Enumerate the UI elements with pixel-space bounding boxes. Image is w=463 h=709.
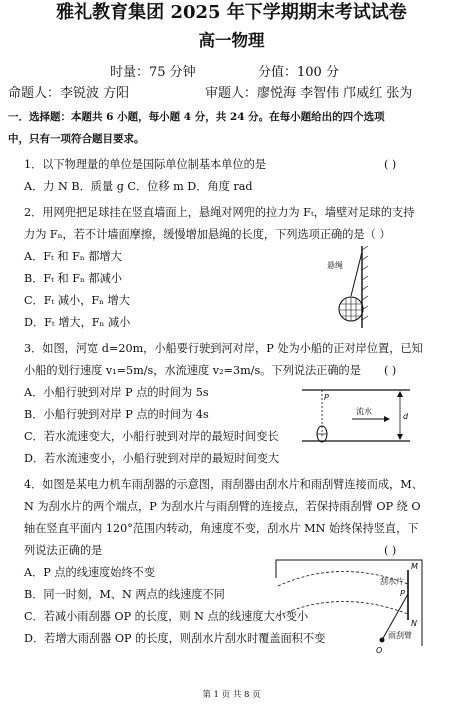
q4-stem-line1: 4．如图是某电力机车雨刮器的示意图，雨刮器由刮水片和雨刮臂连接而成，M、 <box>24 478 423 491</box>
q3-stem-line1: 3．如图，河宽 d=20m，小船要行驶到河对岸，P 处为小船的正对岸位置，已知 <box>24 342 423 355</box>
q3-flow-label: 流水 <box>356 407 372 416</box>
pivot-o <box>380 638 385 643</box>
q4-wiper-label: 刮水片 <box>380 577 404 586</box>
q2-football-figure <box>322 246 372 328</box>
q2-option-d: D．Fₜ 增大，Fₙ 减小 <box>24 316 131 329</box>
q2-rope-label: 悬绳 <box>327 261 343 270</box>
rope-line <box>351 252 362 296</box>
q3-option-a: A．小船行驶到对岸 P 点的时间为 5s <box>24 386 209 399</box>
q2-stem-line1: 2．用网兜把足球挂在竖直墙面上，悬绳对网兜的拉力为 Fₜ，墙壁对足球的支持 <box>24 206 415 219</box>
q3-d-label: d <box>403 412 409 421</box>
q2-option-a: A．Fₜ 和 Fₙ 都增大 <box>24 250 122 263</box>
q3-p-label: P <box>324 393 329 402</box>
q1-answer-paren: ( ) <box>384 158 397 171</box>
flow-arrowhead <box>384 416 390 422</box>
q4-answer-paren: ( ) <box>384 544 397 557</box>
page-footer: 第 1 页 共 8 页 <box>202 690 261 700</box>
exam-authors: 命题人：李锐波 方阳 <box>8 86 130 101</box>
q4-option-a: A．P 点的线速度始终不变 <box>24 566 156 579</box>
q4-stem-line4: 列说法正确的是 <box>24 544 103 557</box>
q4-o-label: O <box>376 646 383 655</box>
q2-option-c: C．Fₜ 减小，Fₙ 增大 <box>24 294 130 307</box>
exam-time: 时量：75 分钟 <box>110 65 196 80</box>
q4-option-d: D．若增大雨刮器 OP 的长度，则刮水片刮水时覆盖面积不变 <box>24 632 326 645</box>
q3-option-b: B．小船行驶到对岸 P 点的时间为 4s <box>24 408 209 421</box>
q4-option-c: C．若减小雨刮器 OP 的长度，则 N 点的线速度大小变小 <box>24 610 309 623</box>
q4-n-label: N <box>411 619 417 628</box>
q4-option-b: B．同一时刻，M、N 两点的线速度不同 <box>24 588 225 601</box>
exam-score: 分值：100 分 <box>258 65 339 80</box>
q2-option-b: B．Fₜ 和 Fₙ 都减小 <box>24 272 122 285</box>
section-heading-line2: 中，只有一项符合题目要求。 <box>8 133 145 145</box>
q4-m-label: M <box>411 562 418 571</box>
section-heading-line1: 一．选择题：本题共 6 小题，每小题 4 分，共 24 分。在每小题给出的四个选项 <box>8 111 385 123</box>
q4-stem-line3: 轴在竖直平面内 120°范围内转动，角速度不变，刮水片 MN 始终保持竖直，下 <box>24 522 419 535</box>
sweep-arc-bottom <box>278 601 408 616</box>
q3-stem-line2: 小船的划行速度 v₁=5m/s，水流速度 v₂=3m/s。下列说法正确的是 <box>24 364 361 377</box>
q3-option-d: D．若水流速变小，小船行驶到对岸的最短时间变大 <box>24 452 280 465</box>
net-mesh <box>340 297 362 321</box>
q1-stem: 1．以下物理量的单位是国际单位制基本单位的是 <box>24 158 267 171</box>
q4-arm-label: 雨刮臂 <box>388 631 412 640</box>
q4-wiper-figure <box>270 556 430 656</box>
q2-stem-line2: 力为 Fₙ，若不计墙面摩擦，缓慢增加悬绳的长度，下列选项正确的是（ ） <box>24 228 391 241</box>
exam-reviewers: 审题人：廖悦海 李智伟 邝威红 张为 <box>205 86 413 101</box>
exam-title: 雅礼教育集团 2025 年下学期期末考试试卷 <box>56 2 407 23</box>
q3-answer-paren: ( ) <box>384 364 397 377</box>
q3-option-c: C．若水流速变大，小船行驶到对岸的最短时间变长 <box>24 430 279 443</box>
q1-options: A．力 N B．质量 g C．位移 m D．角度 rad <box>24 180 253 193</box>
q4-p-label: P <box>400 589 405 598</box>
q3-river-figure <box>302 388 422 450</box>
exam-subject: 高一物理 <box>198 31 265 50</box>
q4-stem-line2: N 为刮水片的两个端点，P 为刮水片与雨刮臂的连接点，若保持雨刮臂 OP 绕 O <box>24 500 421 513</box>
